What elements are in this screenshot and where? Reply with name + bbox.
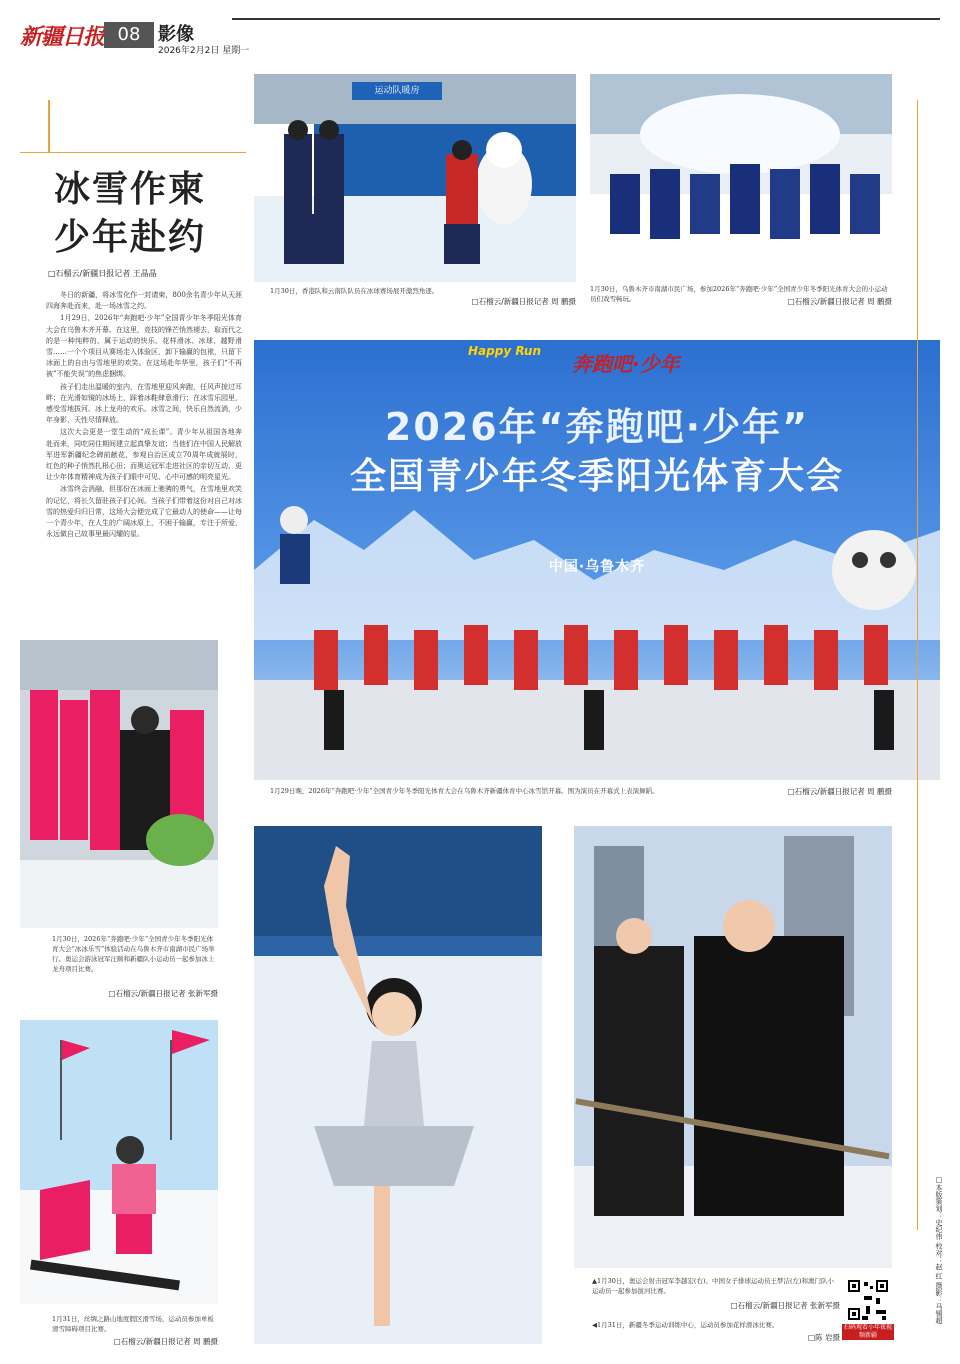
banner-location: 中国·乌鲁木齐 [548,559,646,575]
headline-bracket-vertical [48,100,50,152]
tugofwar-caption: ▲1月30日，奥运会射击冠军李越宏(右)、中国女子排球运动员王梦洁(左)和澳门队小运动员一起参加拔河比赛。 [592,1277,835,1295]
byline: □石榴云/新疆日报记者 王晶晶 [48,269,157,278]
dragonboat-credit: □石榴云/新疆日报记者 张新军摄 [108,989,218,998]
tugofwar-photo [574,826,892,1268]
article-paragraph: 孩子们走出温暖的室内，在雪地里迎风奔跑，任风声掠过耳畔；在光滑如镜的冰场上，踩着冰鞋肆意滑行；在冰雪乐园里，感受雪地拔河、冰上龙舟的欢乐。冰雪之间，快乐自然流淌，少年身影，天性尽情释放。 [46,382,242,425]
hockey-photo [254,74,576,282]
article-body [46,290,242,541]
dragonboat-caption: 1月30日，2026年“奔跑吧·少年”全国青少年冬季阳光体育大会“冰冰乐雪”体验活动在乌鲁木齐市南湖市民广场举行。奥运会游泳冠军汪顺和新疆队小运动员一起参加冰上龙舟项目比赛。 [52,935,215,973]
masthead [20,18,940,58]
page-number: 08 [104,22,154,48]
hockey-caption: 1月30日，香港队和云南队队员在冰球赛场展开激烈角逐。 [270,287,439,295]
snowboard-caption: 1月31日，丝绸之路山地度假区滑雪场，运动员参加单板滑雪障碍项目比赛。 [52,1315,214,1333]
banner-title-line-1: 2026年“奔跑吧·少年” [384,405,810,449]
tugofwar-credit: □石榴云/新疆日报记者 张新军摄 [730,1301,840,1310]
headline-line-1: 冰雪作柬 [54,169,207,210]
headline [54,166,206,262]
banner-title-line-2: 全国青少年冬季阳光体育大会 [349,456,844,497]
venue-sign: 运动队暖房 [352,82,442,100]
snowboard-photo [20,1020,218,1304]
article-paragraph: 冬日的新疆，将冰雪化作一封请柬，800余名青少年从天涯四海奔赴而来，赴一场冰雪之约。 [46,291,242,311]
snowplay-photo [590,74,892,280]
qr-code[interactable] [846,1278,890,1322]
happy-run-logo: Happy Run [468,344,541,358]
opening-caption: 1月29日晚，2026年“奔跑吧·少年”全国青少年冬季阳光体育大会在乌鲁木齐新疆体育中心冰雪馆开幕。图为演员在开幕式上表演舞蹈。 [270,787,659,795]
headline-line-2: 少年赴约 [54,217,207,258]
right-bracket [910,100,918,1230]
figureskate-credit: □陈 岩摄 [808,1333,840,1342]
snowplay-caption: 1月30日，乌鲁木齐市南湖市民广场，参加2026年“奔跑吧·少年”全国青少年冬季阳光体育大会的小运动员们戏雪畅玩。 [590,285,888,303]
section-title: 影像 [158,24,194,45]
snowboard-credit: □石榴云/新疆日报记者 周 鹏摄 [113,1337,218,1346]
headline-bracket-horizontal [20,152,246,153]
dragonboat-photo [20,640,218,928]
issue-date: 2026年2月2日 星期一 [158,46,250,56]
event-logo-text: 奔跑吧·少年 [572,352,680,376]
article-paragraph: 这次大会更是一堂生动的“成长课”。青少年从祖国各地奔赴而来，同吃同住期间建立起真挚友谊；当他们在中国人民解放军进军新疆纪念碑前献花，参观自治区成立70周年成就展时，红色的种子悄然扎根心田；而奥运冠军走进社区的亲切互动，更让少年体育精神成为孩子们眼中可见、心中可感的明亮星光。 [46,428,242,482]
opening-credit: □石榴云/新疆日报记者 周 鹏摄 [787,787,892,796]
staff-credits: □本版策划：史纪伟 校对：赵 红 摄影：马锡超 [935,1176,943,1324]
figureskate-caption: ◀1月31日，新疆冬季运动训练中心，运动员参加花样滑冰比赛。 [592,1321,779,1329]
snowplay-credit: □石榴云/新疆日报记者 周 鹏摄 [787,297,892,306]
newspaper-logo: 新疆日报 [20,24,105,50]
article-paragraph: 1月29日，2026年“奔跑吧·少年”全国青少年冬季阳光体育大会在乌鲁木齐开幕。在这里，竞技的锋芒悄然褪去，取而代之的是一种纯粹的、属于运动的快乐。花样滑冰、冰球、越野滑雪……一个个项目从赛场走入体验区，卸下输赢的包袱，只留下冰面上的自由与雪地里的欢笑。在这场赴年华里，孩子们“不再被”不能失误”的焦虑捆绑。 [46,314,242,379]
top-rule [232,18,940,20]
qr-label: 扫码观看小年夜视频新疆 [843,1324,892,1339]
figureskate-photo [254,826,542,1344]
hockey-credit: □石榴云/新疆日报记者 周 鹏摄 [471,297,576,306]
article-paragraph: 冰雪终会消融，但那份在冰面上驰骋的勇气，在雪地里欢笑的记忆，将长久留驻孩子们心间。当孩子们带着这份对自己对冰雪的热爱归归日常，这场大会便完成了它最动人的使命——让每一个青少年，在人生的广阔冰原上，不困于输赢，专注于所爱，永远做自己故事里最闪耀的星。 [46,485,242,539]
